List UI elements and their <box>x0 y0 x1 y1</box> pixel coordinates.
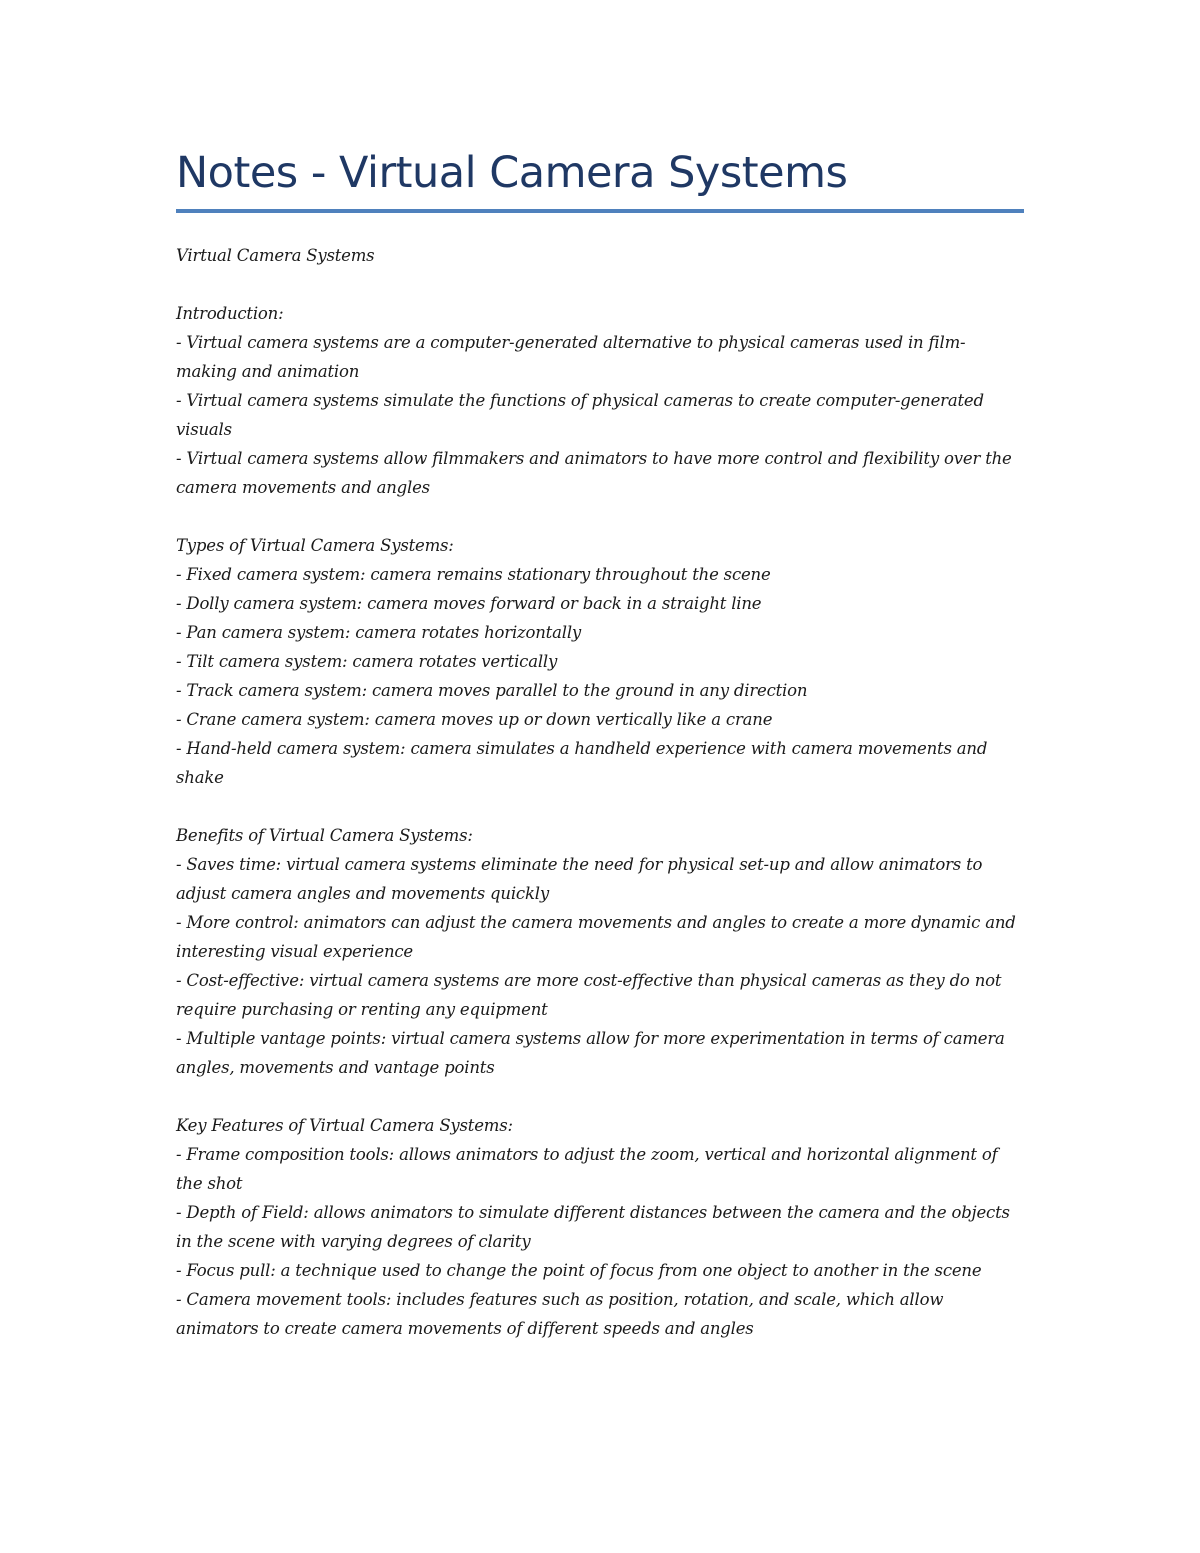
list-item: - Tilt camera system: camera rotates vertically <box>176 652 558 671</box>
list-item: - More control: animators can adjust the camera movements and angles to create a more dynamic and interesting visual experience <box>176 913 1016 961</box>
list-item: - Virtual camera systems simulate the functions of physical cameras to create computer-generated visuals <box>176 391 984 439</box>
section-heading: Key Features of Virtual Camera Systems: <box>176 1116 513 1135</box>
list-item: - Focus pull: a technique used to change the point of focus from one object to another in the scene <box>176 1261 982 1280</box>
list-item: - Multiple vantage points: virtual camera systems allow for more experimentation in terms of camera angles, movements and vantage points <box>176 1029 1005 1077</box>
section-heading: Introduction: <box>176 304 284 323</box>
section-heading: Benefits of Virtual Camera Systems: <box>176 826 473 845</box>
section-key-features <box>176 1111 1026 1343</box>
list-item: - Cost-effective: virtual camera systems are more cost-effective than physical cameras as they do not require purchasing or renting any equipment <box>176 971 1002 1019</box>
list-item: - Saves time: virtual camera systems eliminate the need for physical set-up and allow animators to adjust camera angles and movements quickly <box>176 855 983 903</box>
list-item: - Depth of Field: allows animators to simulate different distances between the camera and the objects in the scene with varying degrees of clarity <box>176 1203 1010 1251</box>
list-item: - Virtual camera systems allow filmmakers and animators to have more control and flexibility over the camera movements and angles <box>176 449 1012 497</box>
section-types <box>176 531 1026 792</box>
list-item: - Hand-held camera system: camera simulates a handheld experience with camera movements and shake <box>176 739 988 787</box>
list-item: - Fixed camera system: camera remains stationary throughout the scene <box>176 565 771 584</box>
list-item: - Dolly camera system: camera moves forward or back in a straight line <box>176 594 762 613</box>
section-benefits <box>176 821 1026 1082</box>
spacer <box>176 1082 1026 1111</box>
list-item: - Virtual camera systems are a computer-generated alternative to physical cameras used in film-making and animation <box>176 333 966 381</box>
spacer <box>176 502 1026 531</box>
spacer <box>176 792 1026 821</box>
section-heading: Types of Virtual Camera Systems: <box>176 536 454 555</box>
document-subtitle: Virtual Camera Systems <box>176 246 375 265</box>
section-introduction <box>176 299 1026 502</box>
document-body <box>176 241 1026 1343</box>
list-item: - Track camera system: camera moves parallel to the ground in any direction <box>176 681 808 700</box>
list-item: - Crane camera system: camera moves up or down vertically like a crane <box>176 710 773 729</box>
list-item: - Pan camera system: camera rotates horizontally <box>176 623 582 642</box>
list-item: - Camera movement tools: includes features such as position, rotation, and scale, which allow animators to create camera movements of different speeds and angles <box>176 1290 944 1338</box>
spacer <box>176 270 1026 299</box>
list-item: - Frame composition tools: allows animators to adjust the zoom, vertical and horizontal alignment of the shot <box>176 1145 998 1193</box>
document-title: Notes - Virtual Camera Systems <box>176 148 848 198</box>
title-underline <box>176 209 1024 213</box>
